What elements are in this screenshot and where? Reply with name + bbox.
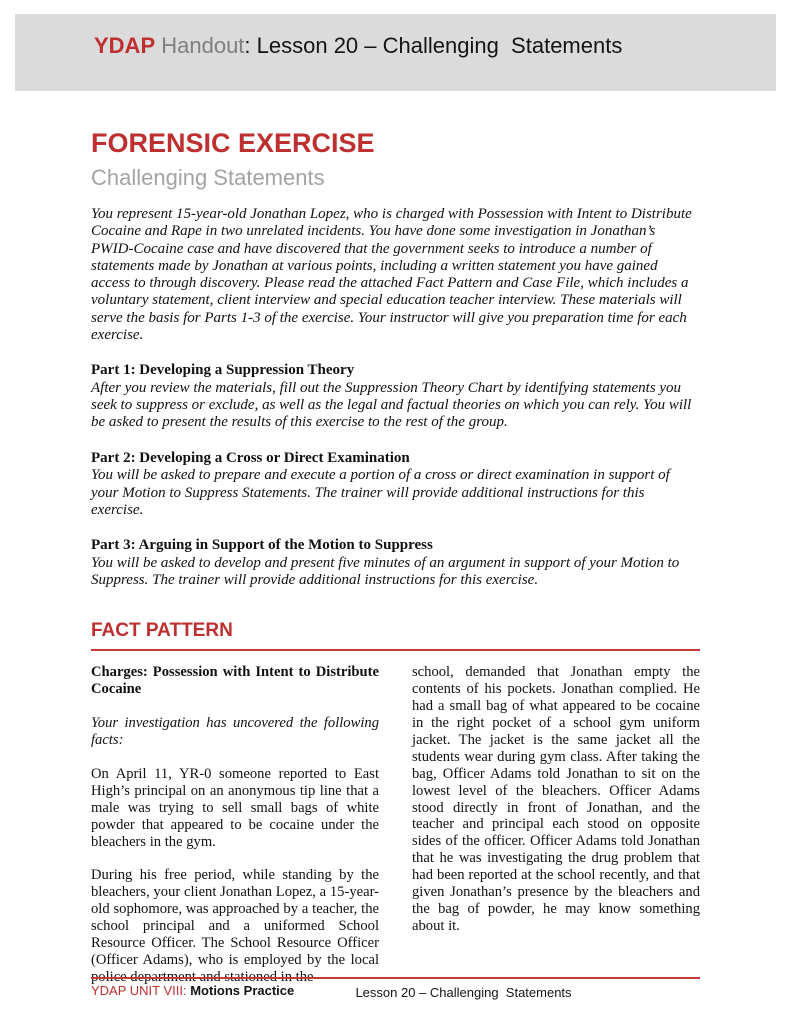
exercise-intro-paragraph: You represent 15-year-old Jonathan Lopez, who is charged with Possession with Intent to Distribute Cocaine and Rape in two unrelated incidents. You have done some investigation in Jonathan’s PWID-Cocaine case and have discovered that the government seeks to introduce a number of statements made by Jonathan at various points, including a written statement you have gained access to through discovery. Please read the attached Fact Pattern and Case File, which includes a voluntary statement, client interview and special education teacher interview. These materials will serve the basis for Parts 1-3 of the exercise. Your instructor will give you preparation time for each exercise. — [91, 206, 692, 344]
footer-lesson-label: Lesson 20 – Challenging Statements — [355, 985, 572, 1000]
part-1-heading: Part 1: Developing a Suppression Theory — [91, 362, 355, 379]
charges-heading: Charges: Possession with Intent to Distribute Cocaine — [91, 664, 379, 698]
footer-practice-label: Motions Practice — [190, 983, 295, 998]
part-3-section — [91, 537, 700, 589]
banner-doc-type: Handout — [155, 32, 245, 58]
fact-paragraph: On April 11, YR-0 someone reported to East High’s principal on an anonymous tip line that a male was trying to sell small bags of white powder that appeared to be cocaine under the bleachers in the gym. — [91, 765, 379, 850]
footer-unit-label: YDAP UNIT VIII: — [91, 983, 191, 998]
fact-pattern-left-column — [91, 664, 379, 986]
header-banner — [15, 14, 776, 91]
part-3-heading: Part 3: Arguing in Support of the Motion to Suppress — [91, 537, 433, 554]
banner-lesson-title: : Lesson 20 – Challenging Statements — [244, 32, 623, 58]
page-title: FORENSIC EXERCISE — [91, 128, 375, 158]
banner-brand: YDAP — [94, 32, 156, 58]
part-2-section — [91, 450, 700, 519]
fact-pattern-heading: FACT PATTERN — [91, 620, 700, 651]
fact-paragraph: During his free period, while standing by the bleachers, your client Jonathan Lopez, a 15-year-old sophomore, was approached by a teacher, the school principal and a uniformed School Resource Officer. The School Resource Officer (Officer Adams), who is employed by the local police department and stationed in the — [91, 867, 379, 985]
part-3-body: You will be asked to develop and present five minutes of an argument in support of your Motion to Suppress. The trainer will provide additional instructions for this exercise. — [91, 554, 680, 588]
investigation-lead: Your investigation has uncovered the following facts: — [91, 715, 379, 748]
page-subtitle: Challenging Statements — [91, 165, 325, 190]
part-2-heading: Part 2: Developing a Cross or Direct Examination — [91, 449, 410, 466]
footer-left — [91, 983, 294, 998]
part-1-body: After you review the materials, fill out the Suppression Theory Chart by identifying statements you seek to suppress or exclude, as well as the legal and factual theories on which you can rely. You will be asked to present the results of this exercise to the rest of the group. — [91, 379, 692, 431]
page-footer — [91, 977, 700, 998]
part-1-section — [91, 362, 700, 431]
document-body — [91, 91, 700, 986]
fact-paragraph: school, demanded that Jonathan empty the contents of his pockets. Jonathan complied. He had a small bag of what appeared to be cocaine in the right pocket of a school gym uniform jacket. The jacket is the same jacket all the students wear during gym class. After taking the bag, Officer Adams told Jonathan to sit on the lowest level of the bleachers. Officer Adams stood directly in front of Jonathan, and the teacher and principal each stood on opposite sides of the officer. Officer Adams told Jonathan that he was investigating the drug problem that had been reported at the school recently, and that given Jonathan’s presence by the bleachers and the bag of powder, he may know something about it. — [412, 664, 700, 934]
fact-pattern-columns — [91, 664, 700, 986]
part-2-body: You will be asked to prepare and execute a portion of a cross or direct examination in support of your Motion to Suppress Statements. The trainer will provide additional instructions for this exercise. — [91, 467, 670, 518]
fact-pattern-right-column — [412, 664, 700, 986]
